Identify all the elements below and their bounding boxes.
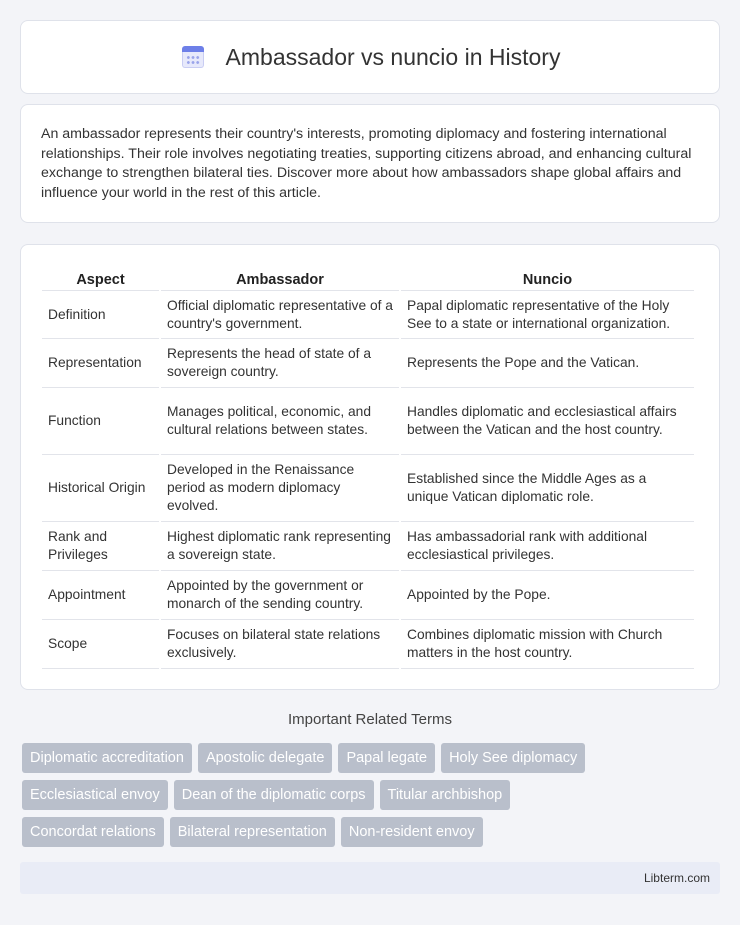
tag-bilateral-representation[interactable]: Bilateral representation	[170, 817, 335, 847]
table-row	[42, 388, 694, 455]
tag-ecclesiastical-envoy[interactable]: Ecclesiastical envoy	[22, 780, 168, 810]
table-row	[42, 620, 694, 669]
table-cell-ambassador: Manages political, economic, and cultural relations between states.	[161, 388, 399, 455]
intro-text: An ambassador represents their country's interests, promoting diplomacy and fostering international relationships. Their role involves negotiating treaties, supporting citizens abroad, and enhancing cultural exchange to strengthen bilateral ties. Discover more about how ambassadors shape global affairs and influence your world in the rest of this article.	[41, 126, 692, 201]
header-card	[20, 20, 720, 94]
table-cell-nuncio: Established since the Middle Ages as a unique Vatican diplomatic role.	[401, 455, 694, 522]
column-header-nuncio: Nuncio	[401, 265, 694, 291]
table-cell-ambassador: Highest diplomatic rank representing a sovereign state.	[161, 522, 399, 571]
tag-apostolic-delegate[interactable]: Apostolic delegate	[198, 743, 333, 773]
table-row	[42, 455, 694, 522]
table-cell-aspect: Historical Origin	[42, 455, 159, 522]
table-row	[42, 571, 694, 620]
table-cell-nuncio: Represents the Pope and the Vatican.	[401, 339, 694, 388]
table-cell-nuncio: Combines diplomatic mission with Church matters in the host country.	[401, 620, 694, 669]
column-header-aspect: Aspect	[42, 265, 159, 291]
table-cell-nuncio: Has ambassadorial rank with additional ecclesiastical privileges.	[401, 522, 694, 571]
table-cell-ambassador: Official diplomatic representative of a country's government.	[161, 291, 399, 339]
table-cell-aspect: Representation	[42, 339, 159, 388]
table-row	[42, 339, 694, 388]
table-cell-aspect: Scope	[42, 620, 159, 669]
column-header-ambassador: Ambassador	[161, 265, 399, 291]
table-row	[42, 291, 694, 339]
footer	[20, 862, 720, 894]
comparison-table-card	[20, 244, 720, 690]
calendar-icon	[180, 44, 206, 70]
tag-titular-archbishop[interactable]: Titular archbishop	[380, 780, 511, 810]
table-cell-ambassador: Appointed by the government or monarch of the sending country.	[161, 571, 399, 620]
table-cell-ambassador: Developed in the Renaissance period as modern diplomacy evolved.	[161, 455, 399, 522]
table-row	[42, 522, 694, 571]
page-title: Ambassador vs nuncio in History	[225, 43, 561, 70]
tag-row	[22, 817, 722, 847]
table-cell-ambassador: Focuses on bilateral state relations exclusively.	[161, 620, 399, 669]
table-cell-ambassador: Represents the head of state of a sovereign country.	[161, 339, 399, 388]
tag-row	[22, 780, 722, 810]
table-cell-nuncio: Handles diplomatic and ecclesiastical affairs between the Vatican and the host country.	[401, 388, 694, 455]
intro-card	[20, 104, 720, 223]
title-wrap	[180, 44, 561, 71]
table-cell-aspect: Function	[42, 388, 159, 455]
table-cell-aspect: Appointment	[42, 571, 159, 620]
table-cell-nuncio: Papal diplomatic representative of the Holy See to a state or international organization.	[401, 291, 694, 339]
related-terms-tags	[22, 743, 722, 854]
table-header-row	[42, 265, 694, 291]
related-terms-title: Important Related Terms	[288, 711, 452, 728]
tag-dean-of-diplomatic-corps[interactable]: Dean of the diplomatic corps	[174, 780, 374, 810]
footer-site-link[interactable]: Libterm.com	[643, 871, 710, 885]
table-cell-aspect: Definition	[42, 291, 159, 339]
tag-papal-legate[interactable]: Papal legate	[338, 743, 435, 773]
tag-concordat-relations[interactable]: Concordat relations	[22, 817, 164, 847]
comparison-table	[40, 265, 696, 669]
tag-row	[22, 743, 722, 773]
tag-non-resident-envoy[interactable]: Non-resident envoy	[341, 817, 483, 847]
tag-diplomatic-accreditation[interactable]: Diplomatic accreditation	[22, 743, 192, 773]
table-cell-aspect: Rank and Privileges	[42, 522, 159, 571]
table-cell-nuncio: Appointed by the Pope.	[401, 571, 694, 620]
tag-holy-see-diplomacy[interactable]: Holy See diplomacy	[441, 743, 585, 773]
